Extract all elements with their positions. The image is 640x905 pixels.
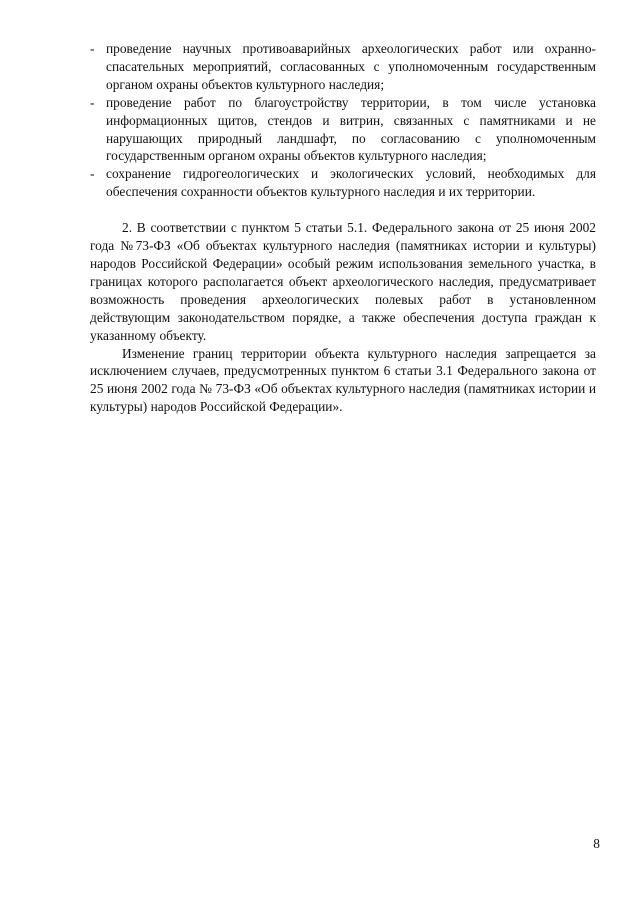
paragraph-boundary-change: Изменение границ территории объекта культурного наследия запрещается за исключением случаев, предусмотренных пунктом 6 статьи 3.1 Федерального закона от 25 июня 2002 года № 73-ФЗ «Об объектах культурного наследия (памятниках истории и культуры) народов Российской Федерации».	[90, 345, 596, 415]
paragraph-regime: 2. В соответствии с пунктом 5 статьи 5.1. Федерального закона от 25 июня 2002 года №73-ФЗ «Об объектах культурного наследия (памятниках истории и культуры) народов Российской Федерации» особый режим использования земельного участка, в границах которого располагается объект археологического наследия, предусматривает возможность проведения археологических полевых работ в установленном действующим законодательством порядке, а также обеспечения доступа граждан к указанному объекту.	[90, 220, 596, 343]
page-content	[90, 40, 596, 416]
bullet-marker: -	[90, 41, 95, 56]
section-spacer	[90, 201, 596, 219]
page-number: 8	[593, 836, 600, 851]
bullet-item	[90, 165, 596, 201]
bullet-item	[90, 40, 596, 94]
bullet-text: сохранение гидрогеологических и экологических условий, необходимых для обеспечения сохранности объектов культурного наследия и их территории.	[106, 166, 596, 200]
bullet-marker: -	[90, 94, 95, 110]
bullet-item	[90, 94, 596, 166]
bullet-text: проведение научных противоаварийных археологических работ или охранно-спасательных мероприятий, согласованных с уполномоченным государственным органом охраны объектов культурного наследия;	[106, 41, 596, 92]
bullet-list	[90, 40, 596, 201]
bullet-text: проведение работ по благоустройству территории, в том числе установка информационных щитов, стендов и витрин, связанных с памятниками и не нарушающих природный ландшафт, по согласованию с уполномоченным государственным органом охраны объектов культурного наследия;	[106, 94, 596, 164]
bullet-marker: -	[90, 166, 95, 182]
